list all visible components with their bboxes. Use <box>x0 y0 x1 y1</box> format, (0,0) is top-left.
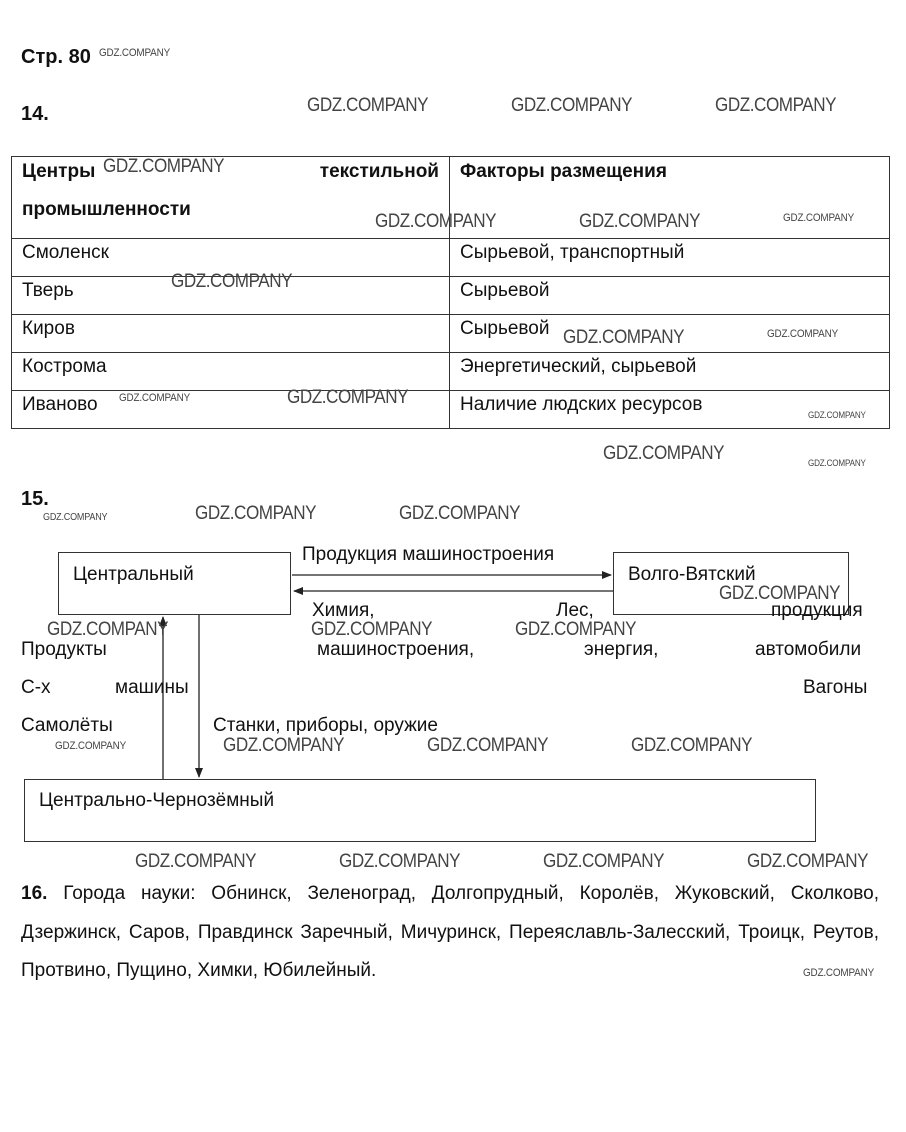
watermark: GDZ.COMPANY <box>747 851 869 872</box>
center-cell: Смоленск <box>12 239 450 277</box>
flow-chem-label: Химия, <box>312 600 375 621</box>
flow-prod-label: продукция <box>771 600 863 621</box>
table-row <box>12 277 890 315</box>
textile-centers-table <box>11 156 890 429</box>
factor-cell: Энергетический, сырьевой <box>450 353 890 391</box>
flow-les-label: Лес, <box>556 600 594 621</box>
center-cell: Иваново <box>12 391 450 429</box>
watermark: GDZ.COMPANY <box>563 327 685 348</box>
watermark: GDZ.COMPANY <box>631 735 753 756</box>
flow-agri-label: С-х <box>21 677 51 698</box>
watermark: GDZ.COMPANY <box>55 740 127 752</box>
factor-cell: Сырьевой, транспортный <box>450 239 890 277</box>
watermark: GDZ.COMPANY <box>767 328 839 340</box>
watermark: GDZ.COMPANY <box>307 95 429 116</box>
flow-mach-label: машиностроения, <box>317 639 475 660</box>
flow-wagons-label: Вагоны <box>803 677 868 698</box>
factor-cell: Наличие людских ресурсов <box>450 391 890 429</box>
box-volga-label: Волго-Вятский <box>628 564 756 585</box>
header-centers-line2: промышленности <box>22 199 191 220</box>
watermark: GDZ.COMPANY <box>783 212 855 224</box>
page-label: Стр. 80 <box>21 46 91 68</box>
flow-machines-label: машины <box>115 677 189 698</box>
watermark: GDZ.COMPANY <box>543 851 665 872</box>
watermark: GDZ.COMPANY <box>47 619 169 640</box>
table-row <box>12 315 890 353</box>
watermark: GDZ.COMPANY <box>719 583 841 604</box>
flow-top-label: Продукция машиностроения <box>302 544 555 565</box>
watermark: GDZ.COMPANY <box>103 156 225 177</box>
watermark: GDZ.COMPANY <box>808 410 866 420</box>
table-row <box>12 353 890 391</box>
center-cell: Тверь <box>12 277 450 315</box>
factor-cell: Сырьевой <box>450 315 890 353</box>
watermark: GDZ.COMPANY <box>287 387 409 408</box>
watermark: GDZ.COMPANY <box>715 95 837 116</box>
task-16-number: 16. <box>21 883 48 904</box>
header-factors-label: Факторы размещения <box>460 161 667 182</box>
table-row <box>12 239 890 277</box>
box-central-label: Центральный <box>73 564 194 585</box>
center-cell: Кострома <box>12 353 450 391</box>
watermark: GDZ.COMPANY <box>603 443 725 464</box>
watermark: GDZ.COMPANY <box>195 503 317 524</box>
header-centers-word2: текстильной <box>319 161 439 182</box>
flow-energy-label: энергия, <box>584 639 659 660</box>
task-14-number: 14. <box>21 103 49 125</box>
watermark: GDZ.COMPANY <box>311 619 433 640</box>
watermark: GDZ.COMPANY <box>375 211 497 232</box>
header-centers-word1: Центры <box>22 161 96 182</box>
watermark: GDZ.COMPANY <box>171 271 293 292</box>
watermark: GDZ.COMPANY <box>511 95 633 116</box>
factor-cell: Сырьевой <box>450 277 890 315</box>
watermark: GDZ.COMPANY <box>803 967 875 979</box>
watermark: GDZ.COMPANY <box>99 47 171 59</box>
flow-auto-label: автомобили <box>755 639 862 660</box>
watermark: GDZ.COMPANY <box>579 211 701 232</box>
watermark: GDZ.COMPANY <box>223 735 345 756</box>
task-16-text: Города науки: Обнинск, Зеленоград, Долгопрудный, Королёв, Жуковский, Сколково, Дзержинск, Саров, Правдинск Заречный, Мичуринск, Переяславль-Залесский, Троицк, Реутов, Протвино, Пущино, Химки, Юбилейный. <box>21 883 879 981</box>
watermark: GDZ.COMPANY <box>119 392 191 404</box>
watermark: GDZ.COMPANY <box>43 512 108 523</box>
watermark: GDZ.COMPANY <box>515 619 637 640</box>
box-chernozem-label: Центрально-Чернозёмный <box>39 790 275 811</box>
box-central <box>58 552 291 615</box>
flow-food-label: Продукты <box>21 639 107 660</box>
box-chernozem <box>24 779 816 842</box>
watermark: GDZ.COMPANY <box>808 458 866 468</box>
watermark: GDZ.COMPANY <box>427 735 549 756</box>
watermark: GDZ.COMPANY <box>339 851 461 872</box>
task-16-paragraph <box>21 875 879 991</box>
watermark: GDZ.COMPANY <box>399 503 521 524</box>
task-15-number: 15. <box>21 488 49 510</box>
watermark: GDZ.COMPANY <box>135 851 257 872</box>
flow-planes-label: Самолёты <box>21 715 113 736</box>
center-cell: Киров <box>12 315 450 353</box>
flow-goods-label: Станки, приборы, оружие <box>213 715 438 736</box>
